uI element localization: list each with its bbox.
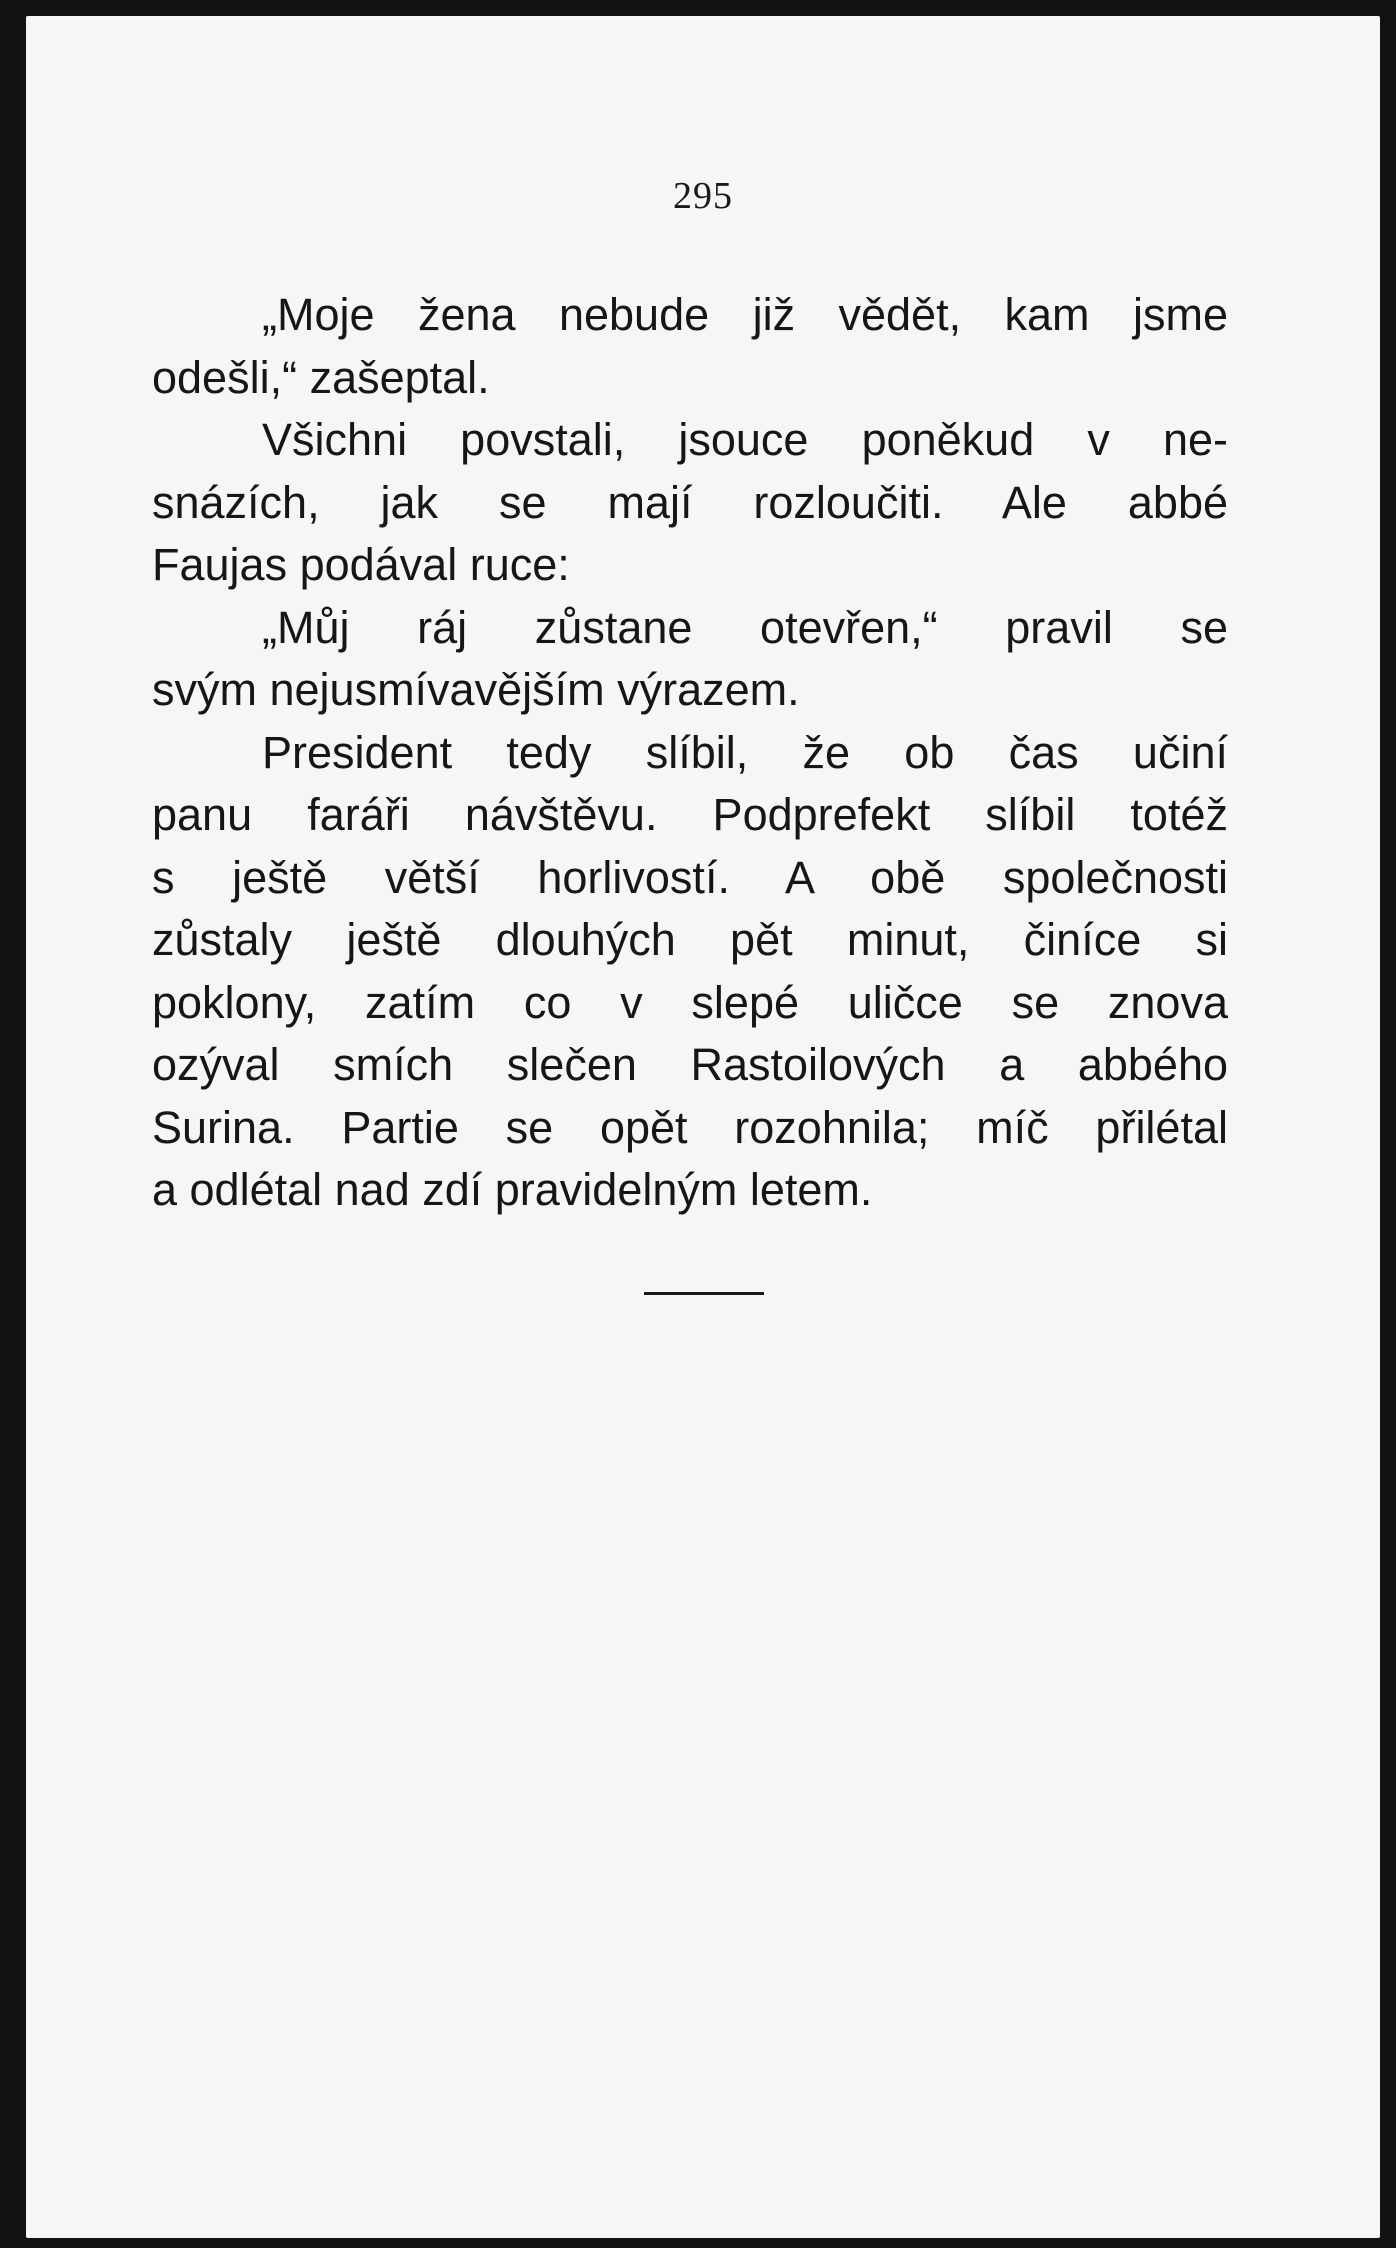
- paragraph-2: [152, 409, 1228, 597]
- text-line: „Moje žena nebude již vědět, kam jsme: [262, 289, 1228, 340]
- text-line: Surina. Partie se opět rozohnila; míč přilétal: [152, 1101, 1228, 1153]
- page-number: 295: [673, 175, 733, 217]
- chapter-end-rule: [644, 1292, 764, 1295]
- paragraph-3: [152, 597, 1228, 722]
- text-line: poklony, zatím co v slepé uličce se znova: [152, 976, 1228, 1028]
- text-line: Všichni povstali, jsouce poněkud v ne-: [262, 414, 1228, 465]
- text-line: „Můj ráj zůstane otevřen,“ pravil se: [262, 601, 1228, 653]
- text-line: zůstaly ještě dlouhých pět minut, činíce si: [152, 914, 1228, 965]
- text-line: ozýval smích slečen Rastoilových a abbého: [152, 1039, 1228, 1090]
- text-line: svým nejusmívavějším výrazem.: [152, 664, 800, 715]
- text-line: President tedy slíbil, že ob čas učiní: [262, 726, 1228, 778]
- text-line: Faujas podával ruce:: [152, 539, 570, 590]
- text-line: panu faráři návštěvu. Podprefekt slíbil totéž: [152, 789, 1228, 840]
- paragraph-4: [152, 722, 1228, 1222]
- book-page: [26, 16, 1380, 2238]
- body-text: [152, 284, 1228, 1222]
- text-line: odešli,“ zašeptal.: [152, 351, 490, 403]
- text-line: snázích, jak se mají rozloučiti. Ale abbé: [152, 476, 1228, 528]
- text-line: a odlétal nad zdí pravidelným letem.: [152, 1164, 873, 1215]
- text-line: s ještě větší horlivostí. A obě společnosti: [152, 851, 1228, 903]
- paragraph-1: [152, 284, 1228, 409]
